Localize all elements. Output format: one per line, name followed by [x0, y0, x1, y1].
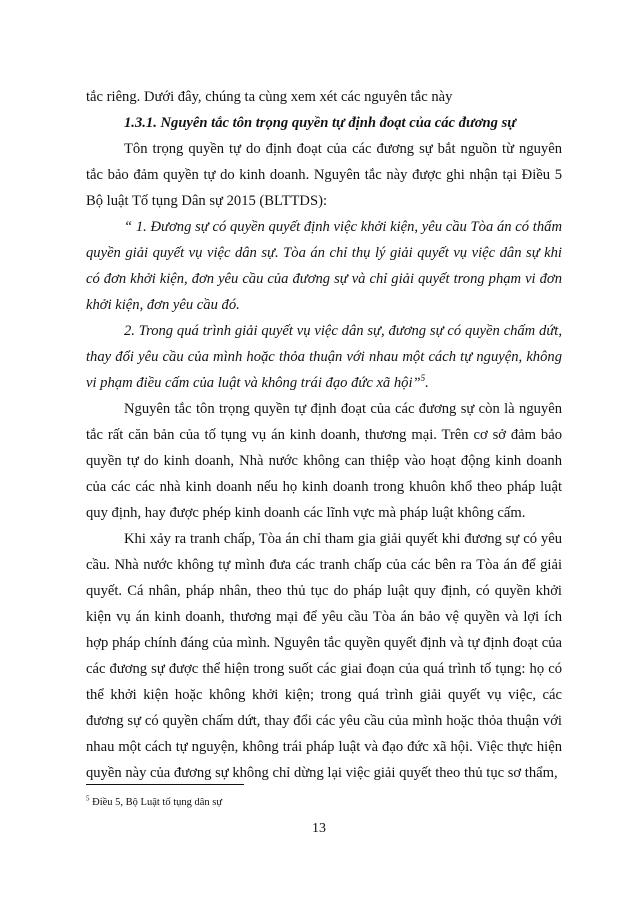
footnote-text: Điều 5, Bộ Luật tố tụng dân sự — [89, 797, 223, 808]
footnote-mark: 5 — [86, 794, 90, 803]
section-heading: 1.3.1. Nguyên tắc tôn trọng quyền tự định đoạt của các đương sự — [124, 115, 517, 131]
quote-clause-2-text: 2. Trong quá trình giải quyết vụ việc dân sự, đương sự có quyền chấm dứt, thay đổi yêu cầu của mình hoặc thỏa thuận với nhau một cách tự nguyện, không vi phạm điều cấm của luật và không trái đạo đức xã hội” — [86, 323, 562, 391]
quote-clause-2 — [86, 318, 562, 396]
paragraph-dispute: Khi xảy ra tranh chấp, Tòa án chỉ tham gia giải quyết khi đương sự có yêu cầu. Nhà nước không tự mình đưa các tranh chấp của các bên ra Tòa án để giải quyết. Cá nhân, pháp nhân, theo thủ tục do pháp luật quy định, có quyền khởi kiện vụ án kinh doanh, thương mại để yêu cầu Tòa án bảo vệ quyền và lợi ích hợp pháp chính đáng của mình. Nguyên tắc quyền quyết định và tự định đoạt của các đương sự được thể hiện trong suốt các giai đoạn của quá trình tố tụng: họ có thể khởi kiện hoặc không khởi kiện; trong quá trình giải quyết vụ việc, các đương sự có quyền chấm dứt, thay đổi các yêu cầu của mình hoặc thỏa thuận với nhau một cách tự nguyện, không trái pháp luật và đạo đức xã hội. Việc thực hiện quyền này của đương sự không chỉ dừng lại việc giải quyết theo thủ tục sơ thẩm, — [86, 531, 562, 781]
footnote-reference[interactable]: 5 — [420, 373, 426, 384]
footnote-divider — [86, 784, 244, 785]
quote-clause-2-end: . — [425, 375, 429, 391]
paragraph-intro: tắc riêng. Dưới đây, chúng ta cùng xem xét các nguyên tắc này — [86, 89, 453, 105]
body-text — [86, 84, 562, 786]
footnote — [86, 796, 562, 810]
paragraph-principle: Nguyên tắc tôn trọng quyền tự định đoạt của các đương sự còn là nguyên tắc rất căn bản của tố tụng vụ án kinh doanh, thương mại. Trên cơ sở đảm bảo quyền tự do kinh doanh, Nhà nước không can thiệp vào hoạt động kinh doanh của các các nhà kinh doanh nếu họ kinh doanh trong khuôn khổ theo pháp luật quy định, hay được phép kinh doanh các lĩnh vực mà pháp luật không cấm. — [86, 401, 562, 521]
page-number: 13 — [312, 821, 326, 836]
quote-clause-1: “ 1. Đương sự có quyền quyết định việc khởi kiện, yêu cầu Tòa án có thẩm quyền giải quyết vụ việc dân sự. Tòa án chỉ thụ lý giải quyết vụ việc dân sự khi có đơn khởi kiện, đơn yêu cầu của đương sự và chỉ giải quyết trong phạm vi đơn khởi kiện, đơn yêu cầu đó. — [86, 219, 562, 313]
paragraph-origin: Tôn trọng quyền tự do định đoạt của các đương sự bắt nguồn từ nguyên tắc bảo đảm quyền tự do kinh doanh. Nguyên tắc này được ghi nhận tại Điều 5 Bộ luật Tố tụng Dân sự 2015 (BLTTDS): — [86, 141, 562, 209]
